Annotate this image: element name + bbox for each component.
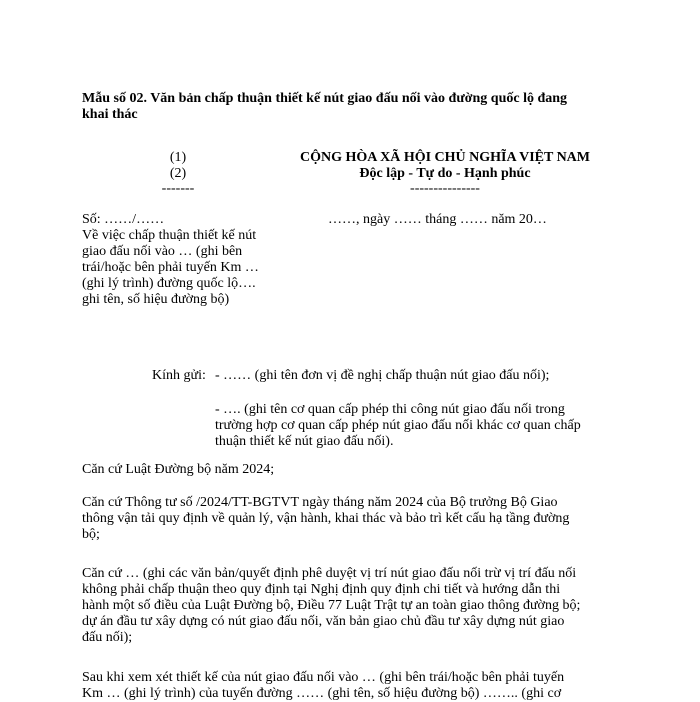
agency-block	[148, 150, 208, 196]
document-number: Số: ……/……	[82, 212, 165, 227]
paragraph-line: Km … (ghi lý trình) của tuyến đường …… (ghi tên, số hiệu đường bộ) …….. (ghi cơ	[82, 686, 562, 701]
paragraph-line: đấu nối);	[82, 630, 133, 645]
country-name: CỘNG HÒA XÃ HỘI CHỦ NGHĨA VIỆT NAM	[299, 150, 590, 165]
paragraph-line: hành một số điều của Luật Đường bộ, Điều 77 Luật Trật tự an toàn giao thông đường bộ;	[82, 598, 581, 613]
paragraph-line: không phải chấp thuận theo quy định tại Nghị định quy định chi tiết và hướng dẫn thi	[82, 582, 561, 597]
agency-line-1: (1)	[169, 150, 187, 165]
paragraph-line: bộ;	[82, 527, 100, 542]
paragraph-line: Căn cứ … (ghi các văn bản/quyết định phê duyệt vị trí nút giao đấu nối trừ vị trí đấu nối	[82, 566, 577, 581]
subject-line: trái/hoặc bên phải tuyến Km …	[82, 260, 259, 275]
national-motto-block	[270, 150, 620, 196]
recipient-2-line: thuận thiết kế nút giao đấu nối).	[215, 434, 394, 449]
paragraph-line: dự án đầu tư xây dựng có nút giao đấu nối, văn bản giao chủ đầu tư xây dựng nút giao	[82, 614, 565, 629]
paragraph-line: Căn cứ Luật Đường bộ năm 2024;	[82, 462, 275, 477]
form-title-line: Mẫu số 02. Văn bản chấp thuận thiết kế nút giao đấu nối vào đường quốc lộ đang	[82, 91, 568, 106]
motto: Độc lập - Tự do - Hạnh phúc	[359, 166, 531, 181]
motto-rule: ---------------	[410, 181, 480, 196]
subject-line: ghi tên, số hiệu đường bộ)	[82, 292, 230, 307]
legal-basis-1	[82, 462, 622, 478]
recipients-label: Kính gửi:	[152, 368, 206, 383]
paragraph-line: Sau khi xem xét thiết kế của nút giao đấu nối vào … (ghi bên trái/hoặc bên phải tuyến	[82, 670, 565, 685]
subject-block	[82, 228, 302, 308]
recipient-2-line: trường hợp cơ quan cấp phép nút giao đấu nối khác cơ quan chấp	[215, 418, 581, 433]
paragraph-line: thông vận tải quy định về quản lý, vận hành, khai thác và bảo trì kết cấu hạ tầng đường	[82, 511, 570, 526]
recipient-2	[215, 402, 635, 450]
recipient-1: - …… (ghi tên đơn vị đề nghị chấp thuận nút giao đấu nối);	[215, 368, 550, 383]
subject-line: (ghi lý trình) đường quốc lộ….	[82, 276, 256, 291]
paragraph-line: Căn cứ Thông tư số /2024/TT-BGTVT ngày tháng năm 2024 của Bộ trưởng Bộ Giao	[82, 495, 558, 510]
subject-line: Về việc chấp thuận thiết kế nút	[82, 228, 257, 243]
agency-line-2: (2)	[169, 166, 187, 181]
recipient-2-line: - …. (ghi tên cơ quan cấp phép thi công nút giao đấu nối trong	[215, 402, 565, 417]
document-date: ……, ngày …… tháng …… năm 20…	[328, 212, 547, 227]
agency-rule: -------	[161, 181, 195, 196]
subject-line: giao đấu nối vào … (ghi bên	[82, 244, 243, 259]
legal-basis-2	[82, 495, 622, 543]
form-title-line: khai thác	[82, 107, 138, 122]
form-title	[82, 91, 622, 123]
legal-basis-3	[82, 566, 622, 646]
review-paragraph	[82, 670, 622, 702]
